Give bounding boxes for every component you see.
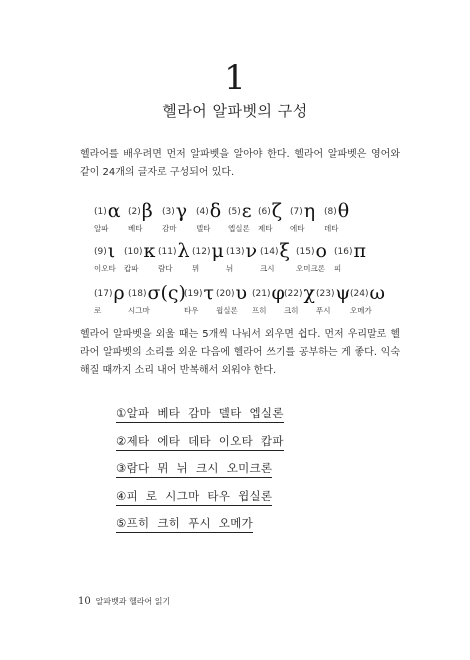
letter-beta: (2)β 베타 bbox=[128, 200, 153, 233]
letter-alpha: (1)α 알파 bbox=[94, 200, 121, 233]
chapter-title: 헬라어 알파벳의 구성 bbox=[162, 102, 308, 120]
letter-tau: (19)τ 타우 bbox=[184, 282, 214, 315]
page-footer bbox=[78, 596, 170, 607]
practice-line-5: ⑤프히 크히 푸시 오메가 bbox=[116, 515, 253, 533]
letter-gamma: (3)γ 감마 bbox=[162, 200, 188, 233]
letter-xi: (14)ξ 크시 bbox=[260, 240, 290, 273]
practice-line-2: ②제타 에타 데타 이오타 캅파 bbox=[116, 433, 284, 451]
letter-rho: (17)ρ 로 bbox=[94, 282, 125, 315]
letter-iota: (9)ι 이오타 bbox=[94, 240, 116, 273]
running-title: 알파벳과 헬라어 읽기 bbox=[95, 597, 171, 606]
letter-delta: (4)δ 델타 bbox=[196, 200, 222, 233]
chapter-number: 1 bbox=[224, 58, 246, 98]
page-number: 10 bbox=[78, 596, 91, 607]
letter-lambda: (11)λ 람다 bbox=[158, 240, 190, 273]
letter-epsilon: (5)ε 엡실론 bbox=[228, 200, 252, 233]
letter-omega: (24)ω 오메가 bbox=[350, 282, 385, 315]
letter-nu: (13)ν 뉘 bbox=[226, 240, 258, 273]
letter-chi: (22)χ 크히 bbox=[284, 282, 315, 315]
letter-eta: (7)η 에타 bbox=[290, 200, 316, 233]
letter-upsilon: (20)υ 윕실론 bbox=[216, 282, 248, 315]
letter-pi: (16)π 피 bbox=[334, 240, 366, 273]
letter-theta: (8)θ 데타 bbox=[324, 200, 350, 233]
intro-paragraph: 헬라어를 배우려면 먼저 알파벳을 알아야 한다. 헬라어 알파벳은 영어와 같이 24개의 글자로 구성되어 있다. bbox=[80, 149, 400, 178]
practice-line-3: ③람다 뮈 뉘 크시 오미크론 bbox=[116, 460, 272, 478]
practice-paragraph: 헬라어 알파벳을 외울 때는 5개씩 나눠서 외우면 쉽다. 먼저 우리말로 헬라어 알파벳의 소리를 외운 다음에 헬라어 쓰기를 공부하는 게 좋다. 익숙해질 때까지 소리 내어 반복해서 외워야 한다. bbox=[80, 329, 400, 376]
practice-line-4: ④피 로 시그마 타우 윕실론 bbox=[116, 488, 272, 506]
letter-sigma: (18)σ(ς) 시그마 bbox=[128, 282, 186, 315]
letter-phi: (21)φ 프히 bbox=[252, 282, 285, 315]
letter-kappa: (10)κ 캅파 bbox=[124, 240, 156, 273]
practice-line-1: ①알파 베타 감마 델타 엡실론 bbox=[116, 405, 284, 423]
letter-omicron: (15)ο 오미크론 bbox=[296, 240, 327, 273]
letter-psi: (23)ψ 푸시 bbox=[316, 282, 351, 315]
letter-zeta: (6)ζ 제타 bbox=[258, 200, 283, 233]
letter-mu: (12)μ 뮈 bbox=[192, 240, 224, 273]
